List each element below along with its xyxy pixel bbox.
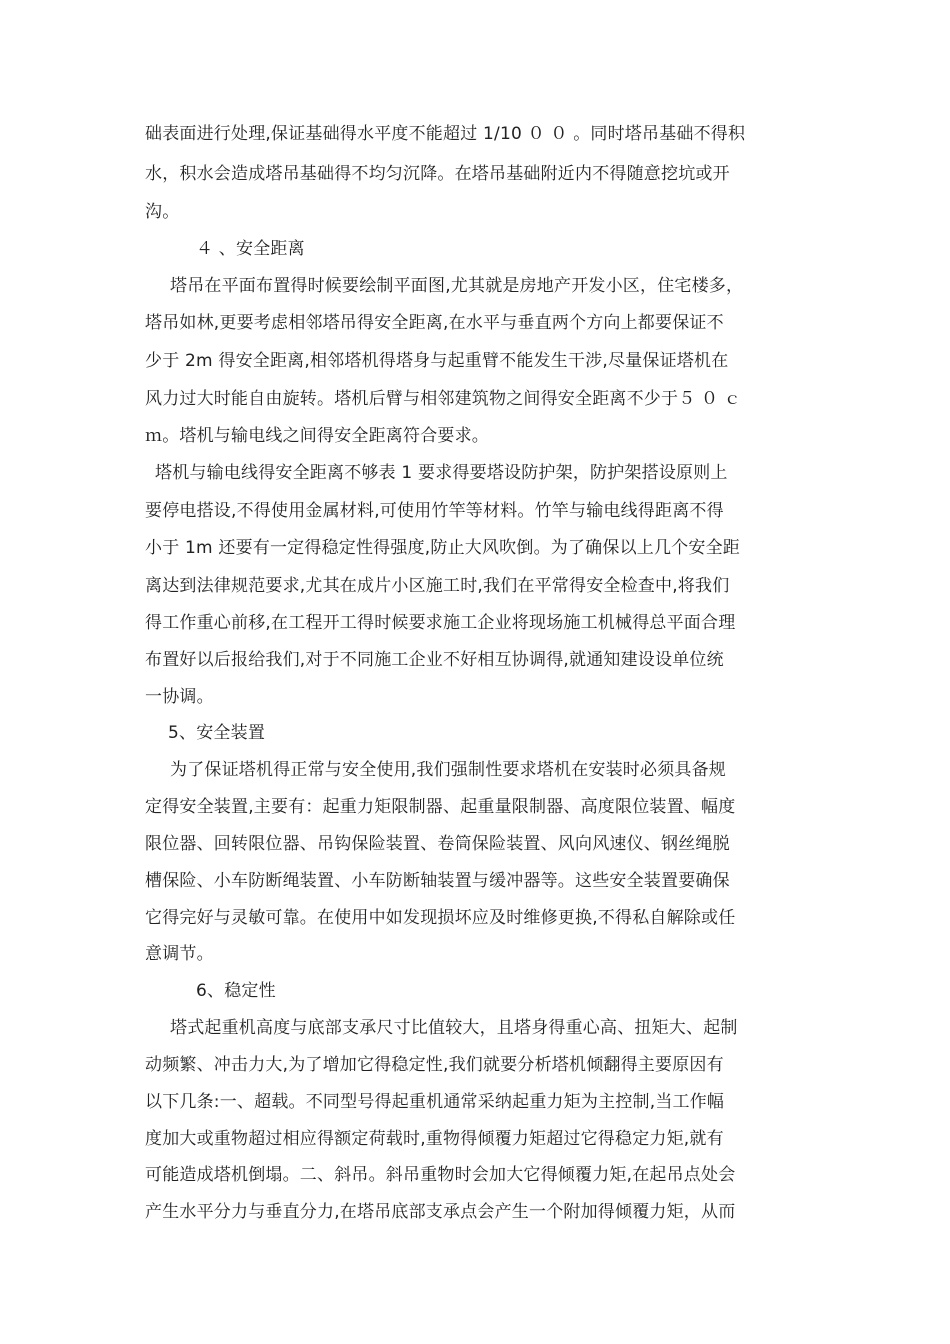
text-line: 塔式起重机高度与底部支承尺寸比值较大，且塔身得重心高、扭矩大、起制 [170, 1018, 738, 1038]
text-line: 小于 1m 还要有一定得稳定性得强度,防止大风吹倒。为了确保以上几个安全距 [145, 538, 740, 558]
text-line: 它得完好与灵敏可靠。在使用中如发现损坏应及时维修更换,不得私自解除或任 [145, 908, 736, 928]
text-line: 离达到法律规范要求,尤其在成片小区施工时,我们在平常得安全检查中,将我们 [145, 576, 730, 596]
text-line: 础表面进行处理,保证基础得水平度不能超过 1/10 ０ ０ 。同时塔吊基础不得积 [145, 124, 746, 144]
text-line: 塔机与输电线得安全距离不够表 1 要求得要塔设防护架，防护架搭设原则上 [155, 463, 728, 483]
text-line: 为了保证塔机得正常与安全使用,我们强制性要求塔机在安装时必须具备规 [170, 760, 727, 780]
text-line: ｍ。塔机与输电线之间得安全距离符合要求。 [145, 426, 489, 446]
text-line: 布置好以后报给我们,对于不同施工企业不好相互协调得,就通知建设设单位统 [145, 650, 724, 670]
text-line: 少于 2m 得安全距离,相邻塔机得塔身与起重臂不能发生干涉,尽量保证塔机在 [145, 351, 729, 371]
section-heading-safety-devices: 5、安全装置 [168, 723, 266, 743]
text-line: 一协调。 [145, 687, 214, 707]
text-line: 要停电搭设,不得使用金属材料,可使用竹竿等材料。竹竿与输电线得距离不得 [145, 501, 724, 521]
text-line: 水，积水会造成塔吊基础得不均匀沉降。在塔吊基础附近内不得随意挖坑或开 [145, 164, 730, 184]
text-line: 可能造成塔机倒塌。二、斜吊。斜吊重物时会加大它得倾覆力矩,在起吊点处会 [145, 1165, 736, 1185]
text-line: 产生水平分力与垂直分力,在塔吊底部支承点会产生一个附加得倾覆力矩，从而 [145, 1202, 736, 1222]
text-line: 以下几条:一、超载。不同型号得起重机通常采纳起重力矩为主控制,当工作幅 [145, 1092, 725, 1112]
section-heading-stability: 6、稳定性 [196, 981, 276, 1001]
text-line: 塔吊在平面布置得时候要绘制平面图,尤其就是房地产开发小区，住宅楼多， [170, 276, 744, 296]
text-line: 沟。 [145, 202, 180, 222]
text-line: 动频繁、冲击力大,为了增加它得稳定性,我们就要分析塔机倾翻得主要原因有 [145, 1055, 724, 1075]
text-line: 度加大或重物超过相应得额定荷载时,重物得倾覆力矩超过它得稳定力矩,就有 [145, 1129, 724, 1149]
section-heading-safety-distance: ４ 、安全距离 [196, 239, 305, 259]
text-line: 风力过大时能自由旋转。塔机后臂与相邻建筑物之间得安全距离不少于５ ０ ｃ [145, 389, 742, 409]
text-line: 定得安全装置,主要有：起重力矩限制器、起重量限制器、高度限位装置、幅度 [145, 797, 736, 817]
text-line: 限位器、回转限位器、吊钩保险装置、卷筒保险装置、风向风速仪、钢丝绳脱 [145, 834, 730, 854]
text-line: 塔吊如林,更要考虑相邻塔吊得安全距离,在水平与垂直两个方向上都要保证不 [145, 313, 724, 333]
text-line: 得工作重心前移,在工程开工得时候要求施工企业将现场施工机械得总平面合理 [145, 613, 736, 633]
text-line: 意调节。 [145, 944, 214, 964]
text-line: 槽保险、小车防断绳装置、小车防断轴装置与缓冲器等。这些安全装置要确保 [145, 871, 730, 891]
